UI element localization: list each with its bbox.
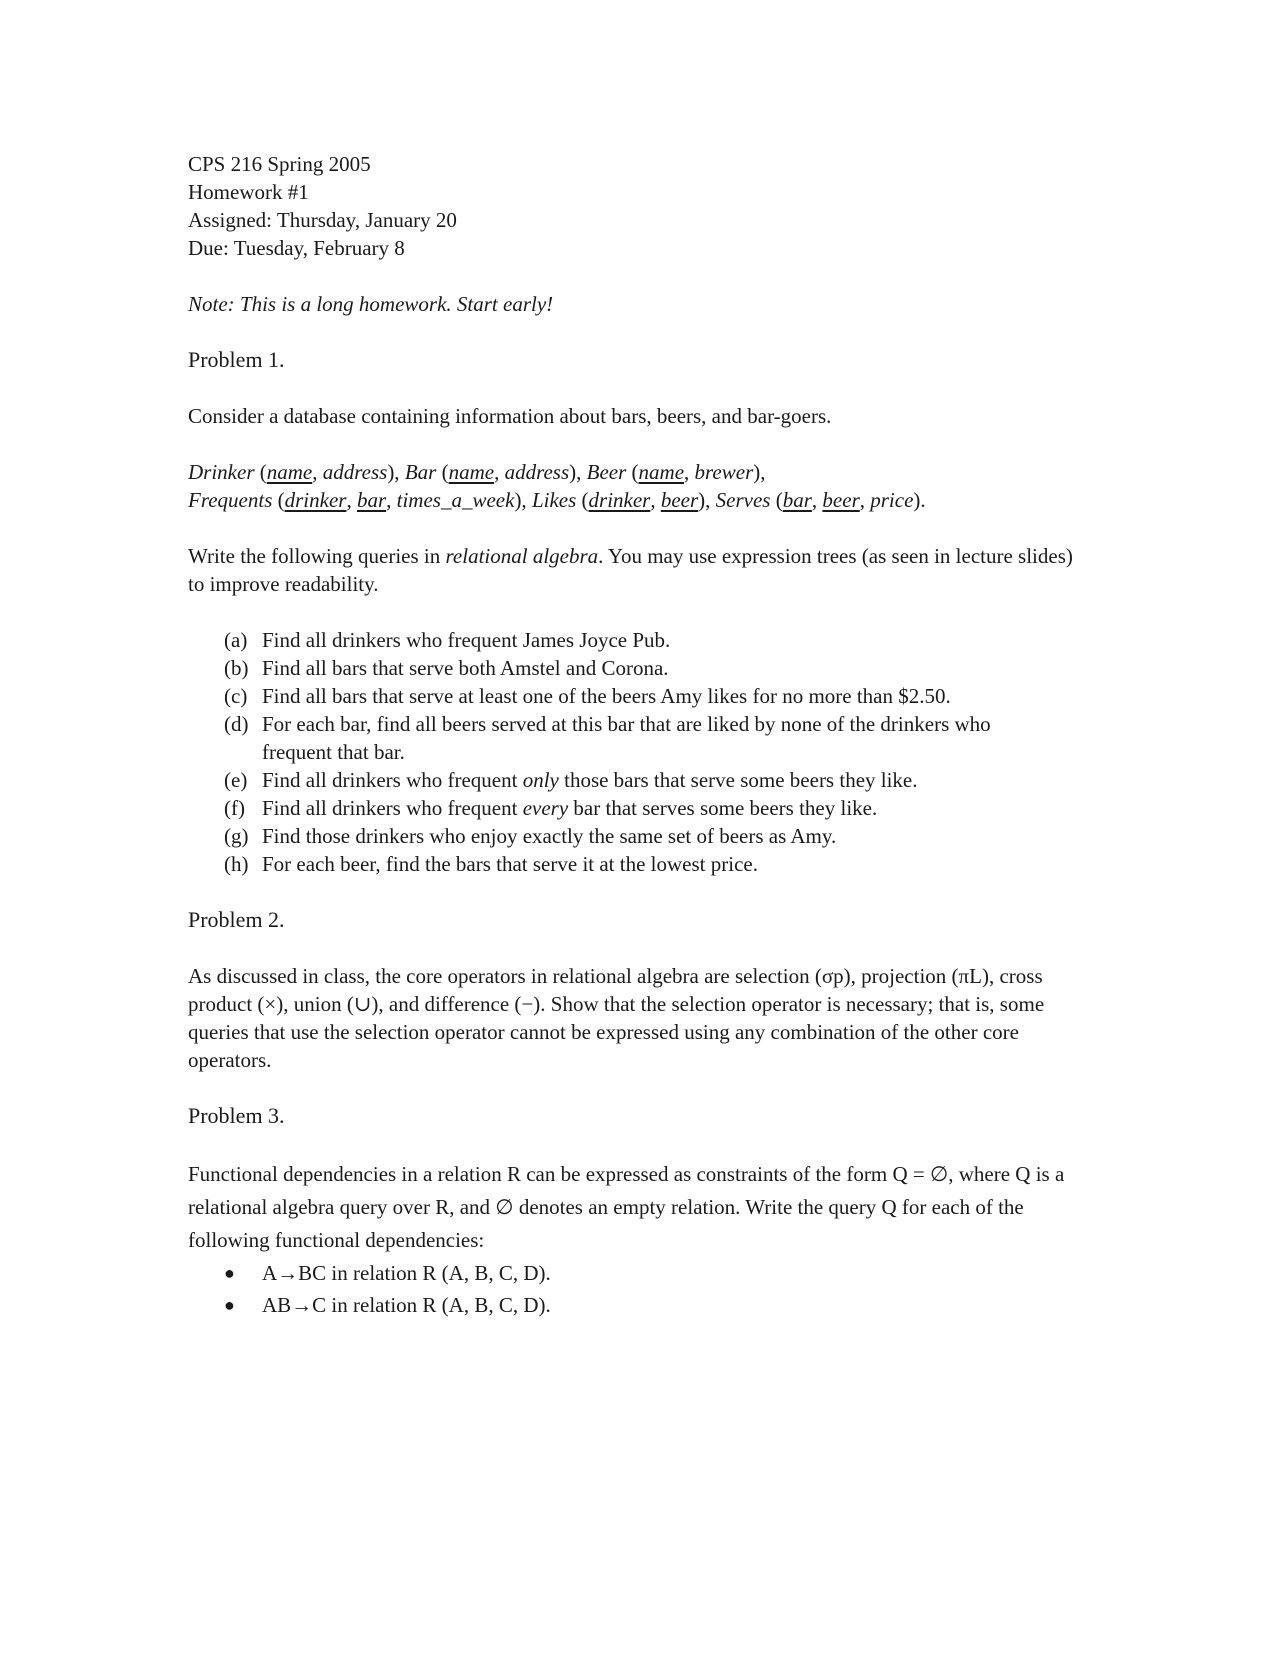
assigned-date: Assigned: Thursday, January 20 [188,208,457,232]
attr-likes-drinker: drinker [588,488,651,512]
list-item: ● AB→C in relation R (A, B, C, D). [224,1289,1088,1321]
problem1-title: Problem 1. [188,347,285,372]
list-item: (d) For each bar, find all beers served at this bar that are liked by none of the drinkers who frequent that bar. [224,712,991,764]
schema-line-2: Frequents (drinker, bar, times_a_week), Likes (drinker, beer), Serves (bar, beer, price). [188,488,926,512]
attr-bar-address: address [504,460,570,484]
attr-serves-beer: beer [822,488,860,512]
attr-frequents-drinker: drinker [284,488,347,512]
list-item: (h) For each beer, find the bars that serve it at the lowest price. [224,852,758,876]
schema-line-1: Drinker (name, address), Bar (name, address), Beer (name, brewer), [188,460,766,484]
problem2-text: As discussed in class, the core operators in relational algebra are selection (σp), projection (πL), cross product (×), union (∪), and difference (−). Show that the selection operator is necessary; that is, some queries that use the selection operator cannot be expressed using any combination of the other core operators. [188,964,1045,1072]
problem1-instructions [188,542,1088,598]
note: Note: This is a long homework. Start early! [188,292,554,316]
attr-likes-beer: beer [660,488,699,512]
list-item: (a) Find all drinkers who frequent James Joyce Pub. [224,628,671,652]
list-item: (f) Find all drinkers who frequent every bar that serves some beers they like. [224,796,878,820]
problem1-intro: Consider a database containing information about bars, beers, and bar-goers. [188,404,832,428]
document-content [188,150,1088,1321]
problem2-title: Problem 2. [188,907,285,932]
relation-drinker: Drinker [188,460,255,484]
relation-likes: Likes [531,488,577,512]
problem3-text: Functional dependencies in a relation R can be expressed as constraints of the form Q = ∅, where Q is a relational algebra query over R, and ∅ denotes an empty relation. Write the query Q for each of the following functional dependencies: [188,1162,1065,1252]
bullet-icon: ● [224,1263,235,1283]
relation-frequents: Frequents [188,488,273,512]
list-item: (g) Find those drinkers who enjoy exactly the same set of beers as Amy. [224,824,837,848]
instructions-emphasis: relational algebra [445,544,599,568]
attr-serves-bar: bar [782,488,812,512]
attr-frequents-times: times_a_week [396,488,515,512]
attr-beer-name: name [638,460,685,484]
attr-frequents-bar: bar [356,488,387,512]
problem3-title: Problem 3. [188,1103,285,1128]
bullet-icon: ● [224,1295,235,1315]
attr-drinker-address: address [322,460,388,484]
relation-beer: Beer [586,460,627,484]
list-item: (b) Find all bars that serve both Amstel and Corona. [224,656,669,680]
list-item: ● A→BC in relation R (A, B, C, D). [224,1257,1088,1289]
relation-bar: Bar [404,460,437,484]
instructions-post: . You may use expression trees (as seen in lecture slides) to improve readability. [188,544,1073,596]
attr-drinker-name: name [266,460,313,484]
attr-bar-name: name [448,460,495,484]
course-title: CPS 216 Spring 2005 [188,152,371,176]
problem1-parts [188,626,1088,878]
homework-title: Homework #1 [188,180,309,204]
attr-beer-brewer: brewer [694,460,754,484]
attr-serves-price: price [870,488,914,512]
instructions-pre: Write the following queries in [188,544,446,568]
list-item: (e) Find all drinkers who frequent only those bars that serve some beers they like. [224,768,918,792]
list-item: (c) Find all bars that serve at least one of the beers Amy likes for no more than $2.50. [224,684,951,708]
relation-serves: Serves [715,488,771,512]
problem3-fd-list [188,1257,1088,1321]
due-date: Due: Tuesday, February 8 [188,236,405,260]
